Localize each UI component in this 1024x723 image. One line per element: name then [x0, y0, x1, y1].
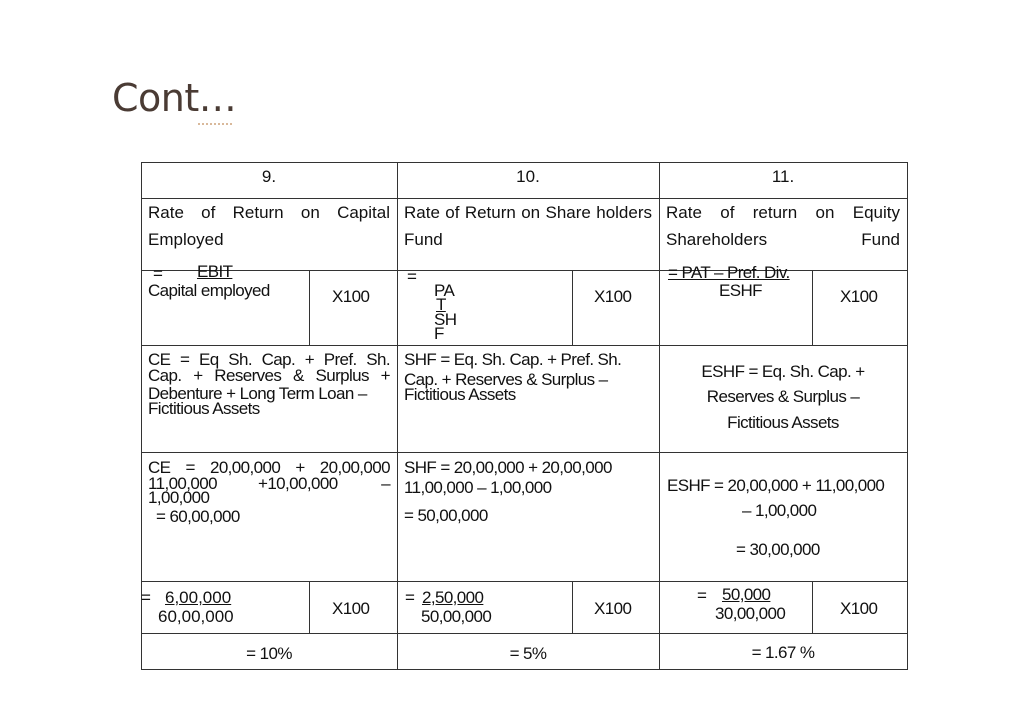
applied-10-numerator: 2,50,000	[422, 588, 484, 607]
definition-10-line: Cap. + Reserves & Surplus –	[404, 370, 608, 389]
table-border-right	[907, 162, 908, 670]
definition-11-line: Reserves & Surplus –	[706, 387, 860, 406]
applied-10-denominator: 50,00,000	[421, 607, 492, 626]
calculation-9-part: +10,00,000	[258, 474, 338, 493]
applied-10-multiplier: X100	[594, 599, 632, 618]
applied-10-equals: =	[405, 588, 415, 607]
subcolumn-divider	[812, 581, 813, 633]
definition-10-line: SHF = Eq. Sh. Cap. + Pref. Sh.	[404, 350, 622, 369]
calculation-11-line: ESHF = 20,00,000 + 11,00,000	[667, 476, 885, 495]
column-divider	[397, 162, 398, 670]
column-header-9: 9.	[261, 167, 277, 186]
formula-11-denominator: ESHF	[719, 281, 762, 300]
applied-11-multiplier: X100	[840, 599, 878, 618]
table-border-bottom	[141, 669, 908, 670]
column-header-11: 11.	[771, 167, 795, 186]
calculation-9-part: –	[381, 474, 390, 493]
formula-10-equals: =	[407, 267, 417, 286]
subcolumn-divider	[309, 581, 310, 633]
formula-10-multiplier: X100	[594, 287, 632, 306]
definition-9-line: Cap. + Reserves & Surplus +	[148, 366, 390, 385]
subcolumn-divider	[572, 581, 573, 633]
column-header-10: 10.	[516, 167, 540, 186]
definition-10-line: Fictitious Assets	[404, 385, 516, 404]
applied-11-equals: =	[697, 586, 707, 605]
formula-11-multiplier: X100	[840, 287, 878, 306]
calculation-9-line: 1,00,000	[148, 488, 210, 507]
row-divider	[141, 452, 908, 453]
definition-11-line: ESHF = Eq. Sh. Cap. +	[701, 362, 865, 381]
calculation-10-line: 11,00,000 – 1,00,000	[404, 478, 552, 497]
subcolumn-divider	[572, 270, 573, 345]
ratio-name-9: Rate of Return on Capital Employed	[148, 203, 390, 249]
formula-10-numerator: PA	[434, 281, 455, 300]
ratio-name-11: Rate of return on Equity Shareholders Fund	[666, 203, 900, 249]
formula-9-denominator: Capital employed	[148, 281, 270, 300]
applied-9-multiplier: X100	[332, 599, 370, 618]
calculation-9-part: 11,00,000	[148, 474, 217, 493]
result-11: = 1.67 %	[751, 643, 815, 662]
definition-9-line: Debenture + Long Term Loan –	[148, 384, 367, 403]
result-10: = 5%	[509, 644, 547, 663]
row-divider	[141, 581, 908, 582]
definition-11-line: Fictitious Assets	[727, 413, 839, 432]
applied-9-equals: =	[141, 588, 151, 607]
calculation-9-line: CE = 20,00,000 + 20,00,000	[148, 458, 390, 477]
calculation-11-total: = 30,00,000	[736, 540, 820, 559]
subcolumn-divider	[309, 270, 310, 345]
applied-11-denominator: 30,00,000	[715, 604, 786, 623]
table-border-top	[141, 162, 908, 163]
row-divider	[141, 270, 908, 271]
formula-10-numerator-cont: T	[436, 295, 446, 314]
page-title: Cont…	[112, 76, 237, 120]
calculation-9-total: = 60,00,000	[156, 507, 240, 526]
applied-9-numerator: 6,00,000	[165, 588, 232, 607]
applied-9-denominator: 60,00,000	[158, 607, 234, 626]
formula-9-equals: =	[153, 264, 163, 283]
calculation-10-total: = 50,00,000	[404, 506, 488, 525]
definition-9-line: CE = Eq Sh. Cap. + Pref. Sh.	[148, 350, 390, 369]
calculation-11-line: – 1,00,000	[742, 501, 817, 520]
row-divider	[141, 633, 908, 634]
row-divider	[141, 345, 908, 346]
formula-9-numerator: EBIT	[197, 262, 233, 281]
formula-10-denominator: SH	[434, 310, 457, 329]
result-9: = 10%	[246, 644, 292, 663]
formula-11-numerator: = PAT – Pref. Div.	[668, 263, 790, 282]
applied-11-numerator: 50,000	[722, 585, 771, 604]
calculation-10-line: SHF = 20,00,000 + 20,00,000	[404, 458, 612, 477]
subcolumn-divider	[812, 270, 813, 345]
definition-9-line: Fictitious Assets	[148, 399, 260, 418]
formula-9-multiplier: X100	[332, 287, 370, 306]
ratio-name-10: Rate of Return on Share holders Fund	[404, 203, 652, 249]
formula-10-denominator-cont: F	[434, 324, 444, 343]
